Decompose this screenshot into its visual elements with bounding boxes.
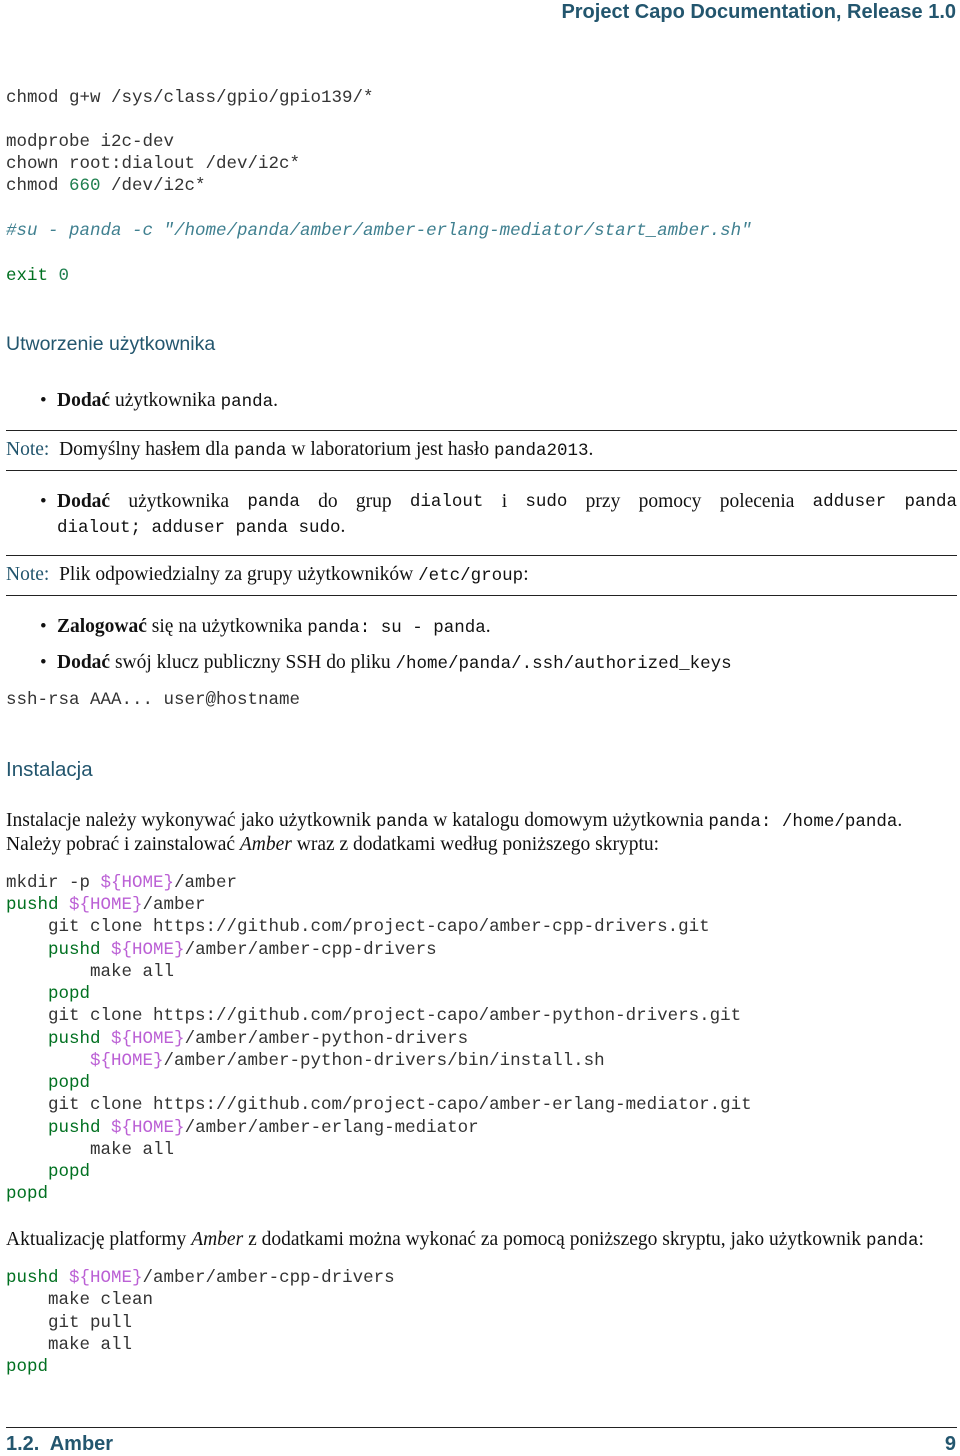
- code-line: git clone https://github.com/project-capo/amber-erlang-mediator.git: [6, 1095, 752, 1115]
- code-line: pushd ${HOME}/amber/amber-cpp-drivers: [6, 1268, 395, 1288]
- code-line: make all: [6, 1335, 133, 1355]
- paragraph: Należy pobrać i zainstalować Amber wraz z dodatkami według poniższego skryptu:: [6, 834, 660, 855]
- section-heading-user: Utworzenie użytkownika: [6, 333, 216, 355]
- code-line: chmod 660 /dev/i2c*: [6, 176, 206, 196]
- code-line: make clean: [6, 1290, 154, 1310]
- list-item-text-line-1: Dodać użytkownika panda do grup dialout i sudo przy pomocy polecenia adduser panda: [57, 491, 957, 512]
- code-line: mkdir -p ${HOME}/amber: [6, 873, 238, 893]
- bullet-marker: •: [40, 491, 47, 512]
- footer-rule: [6, 1427, 957, 1428]
- note-box: Note: Plik odpowiedzialny za grupy użytkowników /etc/group:: [6, 564, 529, 586]
- footer-page-number: 9: [944, 1433, 956, 1455]
- list-item-text: Dodać użytkownika panda.: [57, 390, 278, 412]
- code-line: popd: [48, 1073, 91, 1093]
- code-line: pushd ${HOME}/amber/amber-erlang-mediator: [48, 1118, 479, 1138]
- paragraph: Aktualizację platformy Amber z dodatkami można wykonać za pomocą poniższego skryptu, jako użytkownik panda:: [6, 1229, 924, 1251]
- code-line: make all: [6, 1140, 175, 1160]
- note-rule-bottom: [6, 595, 957, 596]
- list-item-text-line-2: dialout; adduser panda sudo.: [57, 516, 346, 538]
- list-item-text: Dodać swój klucz publiczny SSH do pliku /home/panda/.ssh/authorized_keys: [57, 652, 732, 674]
- note-rule-top: [6, 430, 957, 431]
- bullet-marker: •: [40, 616, 47, 637]
- bullet-marker: •: [40, 652, 47, 673]
- code-line: make all: [6, 962, 175, 982]
- footer-section-title: 1.2. Amber: [6, 1433, 114, 1455]
- code-line: exit 0: [6, 266, 70, 286]
- note-rule-top: [6, 555, 957, 556]
- paragraph: Instalacje należy wykonywać jako użytkownik panda w katalogu domowym użytkownia panda: /home/panda.: [6, 810, 903, 832]
- code-line: popd: [6, 1357, 49, 1377]
- code-line: git clone https://github.com/project-capo/amber-cpp-drivers.git: [6, 917, 710, 937]
- code-line: pushd ${HOME}/amber/amber-cpp-drivers: [48, 940, 437, 960]
- bullet-marker: •: [40, 390, 47, 411]
- note-rule-bottom: [6, 470, 957, 471]
- code-line: chown root:dialout /dev/i2c*: [6, 154, 301, 174]
- list-item-text: Zalogować się na użytkownika panda: su - panda.: [57, 616, 491, 638]
- code-line: chmod g+w /sys/class/gpio/gpio139/*: [6, 88, 374, 108]
- code-comment: #su - panda -c "/home/panda/amber/amber-erlang-mediator/start_amber.sh": [6, 221, 752, 241]
- code-line: ${HOME}/amber/amber-python-drivers/bin/install.sh: [90, 1051, 605, 1071]
- code-line: pushd ${HOME}/amber/amber-python-drivers: [48, 1029, 469, 1049]
- section-heading-install: Instalacja: [6, 758, 93, 781]
- running-header-title: Project Capo Documentation, Release 1.0: [561, 1, 956, 23]
- code-line: pushd ${HOME}/amber: [6, 895, 206, 915]
- code-line: popd: [48, 984, 91, 1004]
- code-line: git pull: [6, 1313, 133, 1333]
- code-line: popd: [6, 1184, 49, 1204]
- code-ssh-key: ssh-rsa AAA... user@hostname: [6, 690, 301, 710]
- note-box: Note: Domyślny hasłem dla panda w laboratorium jest hasło panda2013.: [6, 439, 594, 461]
- code-line: modprobe i2c-dev: [6, 132, 175, 152]
- code-line: git clone https://github.com/project-capo/amber-python-drivers.git: [6, 1006, 742, 1026]
- code-line: popd: [48, 1162, 91, 1182]
